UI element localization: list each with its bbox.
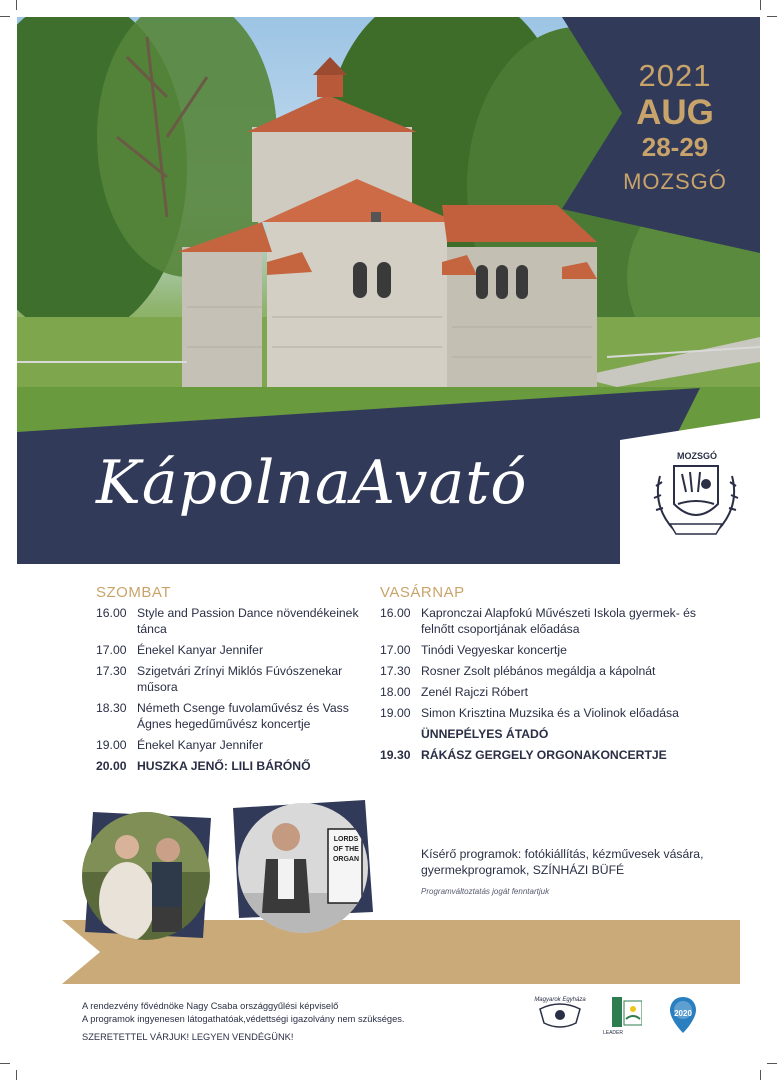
organist-photo [238, 803, 368, 933]
footer-text [82, 1000, 512, 1044]
row-desc: Rosner Zsolt plébános megáldja a kápolnát [421, 664, 656, 678]
row-time: 19.30 [380, 748, 411, 762]
row-time: 17.00 [380, 643, 411, 657]
schedule-row [380, 684, 710, 700]
schedule-row [96, 663, 366, 695]
row-desc: HUSZKA JENŐ: LILI BÁRÓNŐ [137, 759, 311, 773]
row-time: 20.00 [96, 759, 127, 773]
footer-welcome: SZERETETTEL VÁRJUK! LEGYEN VENDÉGÜNK! [82, 1032, 294, 1042]
crop-mark [16, 1070, 17, 1080]
row-time: 18.00 [380, 685, 411, 699]
schedule-row [380, 705, 710, 721]
date-month: AUG [636, 93, 714, 132]
sunday-schedule [380, 584, 710, 768]
schedule-row [380, 642, 710, 658]
row-desc: Kapronczai Alapfokú Művészeti Iskola gyermek- és felnőtt csoportjának előadása [421, 606, 697, 636]
schedule-row [96, 737, 366, 753]
operetta-photo [82, 812, 210, 940]
footer-patron: A rendezvény fővédnöke Nagy Csaba országgyűlési képviselő [82, 1001, 339, 1011]
schedule-row-highlight [380, 726, 710, 742]
crop-mark [767, 1063, 777, 1064]
event-title: KápolnaAvató [96, 448, 528, 518]
schedule-row-highlight [380, 747, 710, 763]
church-logo-text: Magyarok Egyháza [534, 997, 586, 1003]
saturday-schedule [96, 584, 366, 779]
leader-logo-text: LEADER [602, 1030, 623, 1036]
crop-mark [760, 0, 761, 10]
row-time: 19.00 [96, 738, 127, 752]
schedule-row [96, 605, 366, 637]
row-time: 17.30 [96, 664, 127, 678]
row-time: 16.00 [96, 606, 127, 620]
row-desc: RÁKÁSZ GERGELY ORGONAKONCERTJE [421, 748, 667, 762]
row-desc: Németh Csenge fuvolaművész és Vass Ágnes hegedűművész koncertje [137, 701, 349, 731]
date-place: MOZSGÓ [623, 169, 727, 194]
row-time: 19.00 [380, 706, 411, 720]
row-desc: Szigetvári Zrínyi Miklós Fúvószenekar műsora [137, 664, 343, 694]
row-time: 17.00 [96, 643, 127, 657]
row-desc: ÜNNEPÉLYES ÁTADÓ [421, 727, 549, 741]
badge-year: 2020 [674, 1009, 692, 1018]
row-time: 17.30 [380, 664, 411, 678]
event-date [586, 58, 764, 202]
crop-mark [16, 0, 17, 10]
schedule-row [380, 663, 710, 679]
date-days: 28-29 [641, 132, 709, 162]
row-desc: Énekel Kanyar Jennifer [137, 643, 264, 657]
crop-mark [760, 1070, 761, 1080]
accompanying-programs: Kísérő programok: fotókiállítás, kézművesek vására, gyermekprogramok, SZÍNHÁZI BÜFÉ [421, 847, 704, 877]
row-desc: Simon Krisztina Muzsika és a Violinok előadása [421, 706, 679, 720]
date-year: 2021 [638, 58, 712, 93]
row-desc: Énekel Kanyar Jennifer [137, 738, 264, 752]
leader-logo [612, 995, 642, 1031]
row-time: 18.30 [96, 701, 127, 715]
row-desc: Tinódi Vegyeskar koncertje [421, 643, 567, 657]
emblem-label: MOZSGÓ [677, 451, 717, 461]
crop-mark [0, 16, 10, 17]
change-notice: Programváltoztatás jogát fenntartjuk [421, 887, 550, 896]
day-heading-saturday: SZOMBAT [96, 584, 171, 601]
footer-free-entry: A programok ingyenesen látogathatóak,védettségi igazolvány nem szükséges. [82, 1014, 405, 1024]
schedule-row [96, 642, 366, 658]
schedule-row-highlight [96, 758, 366, 774]
row-desc: Style and Passion Dance növendékeinek tánca [137, 606, 359, 636]
row-time: 16.00 [380, 606, 411, 620]
crop-mark [0, 1063, 10, 1064]
schedule-row [380, 605, 710, 637]
day-heading-sunday: VASÁRNAP [380, 584, 465, 601]
row-desc: Zenél Rajczi Róbert [421, 685, 529, 699]
album-title: LORDS OF THE ORGAN [332, 836, 360, 863]
crop-mark [767, 16, 777, 17]
schedule-row [96, 700, 366, 732]
row-time [380, 726, 421, 742]
